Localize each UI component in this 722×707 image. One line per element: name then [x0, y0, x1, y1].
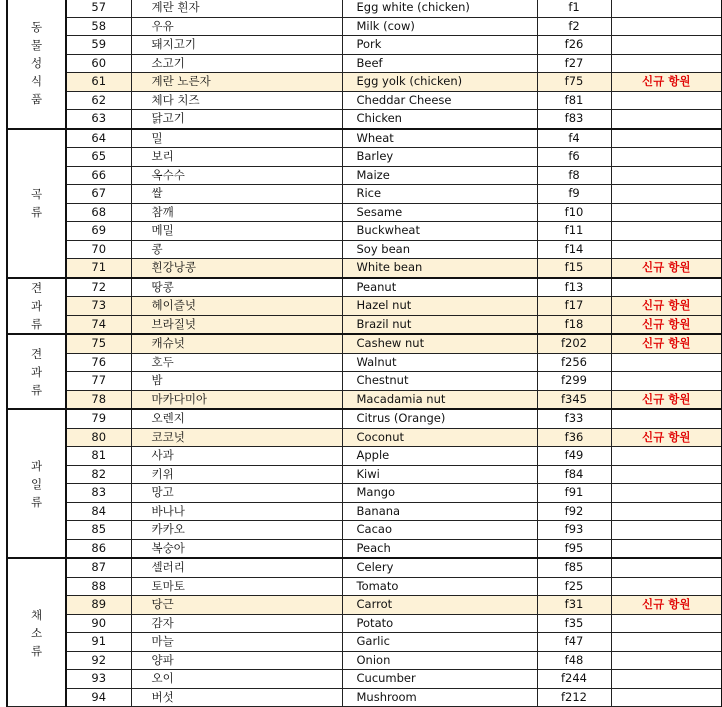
row-number: 77: [66, 372, 131, 391]
korean-name: 오렌지: [131, 409, 342, 428]
korean-name: 흰강낭콩: [131, 259, 342, 278]
korean-name: 브라질넛: [131, 315, 342, 334]
english-name: Carrot: [342, 596, 537, 615]
note-label: [611, 558, 722, 577]
allergen-code: f85: [537, 558, 611, 577]
english-name: Rice: [342, 185, 537, 204]
english-name: Hazel nut: [342, 297, 537, 316]
allergen-code: f244: [537, 670, 611, 689]
row-number: 90: [66, 614, 131, 633]
allergen-table-body: [7, 0, 722, 707]
table-row: [7, 129, 722, 148]
english-name: Macadamia nut: [342, 390, 537, 409]
category-label: 곡 류: [30, 187, 43, 219]
allergen-code: f8: [537, 166, 611, 185]
table-row: [7, 596, 722, 615]
note-label: [611, 409, 722, 428]
allergen-code: f17: [537, 297, 611, 316]
english-name: Maize: [342, 166, 537, 185]
korean-name: 토마토: [131, 577, 342, 596]
allergen-code: f91: [537, 484, 611, 503]
note-label: [611, 670, 722, 689]
english-name: Wheat: [342, 129, 537, 148]
korean-name: 쌀: [131, 185, 342, 204]
allergen-code: f14: [537, 240, 611, 259]
english-name: Citrus (Orange): [342, 409, 537, 428]
korean-name: 땅콩: [131, 278, 342, 297]
allergen-code: f75: [537, 73, 611, 92]
table-row: [7, 110, 722, 129]
english-name: Pork: [342, 36, 537, 55]
allergen-code: f83: [537, 110, 611, 129]
allergen-code: f47: [537, 633, 611, 652]
table-row: [7, 240, 722, 259]
allergen-code: f25: [537, 577, 611, 596]
table-row: [7, 259, 722, 278]
korean-name: 돼지고기: [131, 36, 342, 55]
row-number: 82: [66, 465, 131, 484]
table-row: [7, 372, 722, 391]
table-row: [7, 185, 722, 204]
table-row: [7, 670, 722, 689]
row-number: 79: [66, 409, 131, 428]
note-label: [611, 0, 722, 17]
row-number: 84: [66, 502, 131, 521]
note-label: [611, 278, 722, 297]
category-cell: [7, 334, 66, 409]
korean-name: 오이: [131, 670, 342, 689]
korean-name: 캐슈넛: [131, 334, 342, 353]
note-label: [611, 36, 722, 55]
table-row: [7, 17, 722, 36]
korean-name: 옥수수: [131, 166, 342, 185]
korean-name: 양파: [131, 651, 342, 670]
category-cell: [7, 409, 66, 558]
allergen-code: f212: [537, 688, 611, 707]
allergen-code: f48: [537, 651, 611, 670]
korean-name: 닭고기: [131, 110, 342, 129]
allergen-code: f93: [537, 521, 611, 540]
english-name: Milk (cow): [342, 17, 537, 36]
english-name: Tomato: [342, 577, 537, 596]
table-row: [7, 36, 722, 55]
note-label: [611, 203, 722, 222]
table-row: [7, 353, 722, 372]
korean-name: 사과: [131, 447, 342, 466]
table-row: [7, 428, 722, 447]
korean-name: 참깨: [131, 203, 342, 222]
note-label: [611, 222, 722, 241]
korean-name: 헤이즐넛: [131, 297, 342, 316]
note-label: 신규 항원: [611, 428, 722, 447]
english-name: Egg white (chicken): [342, 0, 537, 17]
allergen-code: f81: [537, 91, 611, 110]
table-row: [7, 166, 722, 185]
row-number: 63: [66, 110, 131, 129]
table-row: [7, 91, 722, 110]
note-label: [611, 185, 722, 204]
category-cell: [7, 278, 66, 335]
row-number: 57: [66, 0, 131, 17]
table-row: [7, 0, 722, 17]
allergen-code: f49: [537, 447, 611, 466]
allergen-code: f202: [537, 334, 611, 353]
note-label: [611, 614, 722, 633]
row-number: 71: [66, 259, 131, 278]
row-number: 93: [66, 670, 131, 689]
row-number: 67: [66, 185, 131, 204]
category-label: 견 과 류: [30, 346, 43, 397]
english-name: Peanut: [342, 278, 537, 297]
table-row: [7, 222, 722, 241]
table-row: [7, 502, 722, 521]
row-number: 68: [66, 203, 131, 222]
note-label: [611, 17, 722, 36]
category-cell: [7, 558, 66, 707]
note-label: [611, 240, 722, 259]
allergen-code: f2: [537, 17, 611, 36]
allergen-code: f345: [537, 390, 611, 409]
english-name: White bean: [342, 259, 537, 278]
english-name: Celery: [342, 558, 537, 577]
korean-name: 계란 흰자: [131, 0, 342, 17]
english-name: Walnut: [342, 353, 537, 372]
english-name: Peach: [342, 539, 537, 558]
row-number: 94: [66, 688, 131, 707]
note-label: [611, 651, 722, 670]
note-label: [611, 372, 722, 391]
table-row: [7, 633, 722, 652]
allergen-code: f15: [537, 259, 611, 278]
note-label: 신규 항원: [611, 73, 722, 92]
english-name: Chicken: [342, 110, 537, 129]
table-row: [7, 558, 722, 577]
note-label: 신규 항원: [611, 596, 722, 615]
row-number: 60: [66, 54, 131, 73]
korean-name: 바나나: [131, 502, 342, 521]
english-name: Mushroom: [342, 688, 537, 707]
table-row: [7, 614, 722, 633]
note-label: [611, 539, 722, 558]
table-row: [7, 278, 722, 297]
english-name: Cashew nut: [342, 334, 537, 353]
note-label: [611, 54, 722, 73]
row-number: 83: [66, 484, 131, 503]
korean-name: 버섯: [131, 688, 342, 707]
note-label: 신규 항원: [611, 315, 722, 334]
note-label: [611, 166, 722, 185]
allergen-table: [6, 0, 722, 707]
english-name: Kiwi: [342, 465, 537, 484]
allergen-table-container: [6, 0, 721, 707]
row-number: 80: [66, 428, 131, 447]
english-name: Buckwheat: [342, 222, 537, 241]
allergen-code: f4: [537, 129, 611, 148]
table-row: [7, 465, 722, 484]
allergen-code: f33: [537, 409, 611, 428]
note-label: 신규 항원: [611, 334, 722, 353]
english-name: Potato: [342, 614, 537, 633]
row-number: 59: [66, 36, 131, 55]
allergen-code: f256: [537, 353, 611, 372]
english-name: Sesame: [342, 203, 537, 222]
english-name: Brazil nut: [342, 315, 537, 334]
english-name: Chestnut: [342, 372, 537, 391]
english-name: Cucumber: [342, 670, 537, 689]
table-row: [7, 409, 722, 428]
allergen-code: f26: [537, 36, 611, 55]
english-name: Garlic: [342, 633, 537, 652]
note-label: [611, 353, 722, 372]
row-number: 58: [66, 17, 131, 36]
allergen-code: f84: [537, 465, 611, 484]
table-row: [7, 577, 722, 596]
note-label: [611, 148, 722, 167]
category-label: 채 소 류: [30, 607, 43, 658]
row-number: 65: [66, 148, 131, 167]
korean-name: 카카오: [131, 521, 342, 540]
korean-name: 마늘: [131, 633, 342, 652]
category-cell: [7, 0, 66, 129]
table-row: [7, 315, 722, 334]
row-number: 87: [66, 558, 131, 577]
english-name: Barley: [342, 148, 537, 167]
row-number: 70: [66, 240, 131, 259]
korean-name: 보리: [131, 148, 342, 167]
korean-name: 콩: [131, 240, 342, 259]
allergen-code: f11: [537, 222, 611, 241]
table-row: [7, 390, 722, 409]
note-label: [611, 484, 722, 503]
allergen-code: f299: [537, 372, 611, 391]
note-label: [611, 521, 722, 540]
allergen-code: f92: [537, 502, 611, 521]
korean-name: 호두: [131, 353, 342, 372]
english-name: Beef: [342, 54, 537, 73]
english-name: Coconut: [342, 428, 537, 447]
allergen-code: f31: [537, 596, 611, 615]
note-label: [611, 688, 722, 707]
note-label: [611, 447, 722, 466]
category-label: 견 과 류: [30, 280, 43, 331]
table-row: [7, 297, 722, 316]
allergen-code: f13: [537, 278, 611, 297]
korean-name: 체다 치즈: [131, 91, 342, 110]
english-name: Cheddar Cheese: [342, 91, 537, 110]
table-row: [7, 73, 722, 92]
row-number: 72: [66, 278, 131, 297]
korean-name: 계란 노른자: [131, 73, 342, 92]
korean-name: 코코넛: [131, 428, 342, 447]
allergen-code: f35: [537, 614, 611, 633]
note-label: [611, 502, 722, 521]
row-number: 66: [66, 166, 131, 185]
table-row: [7, 54, 722, 73]
korean-name: 밀: [131, 129, 342, 148]
korean-name: 메밀: [131, 222, 342, 241]
english-name: Onion: [342, 651, 537, 670]
row-number: 69: [66, 222, 131, 241]
row-number: 75: [66, 334, 131, 353]
row-number: 92: [66, 651, 131, 670]
row-number: 76: [66, 353, 131, 372]
allergen-code: f9: [537, 185, 611, 204]
korean-name: 망고: [131, 484, 342, 503]
english-name: Mango: [342, 484, 537, 503]
allergen-code: f36: [537, 428, 611, 447]
table-row: [7, 447, 722, 466]
note-label: [611, 91, 722, 110]
korean-name: 소고기: [131, 54, 342, 73]
table-row: [7, 334, 722, 353]
allergen-code: f6: [537, 148, 611, 167]
english-name: Banana: [342, 502, 537, 521]
note-label: 신규 항원: [611, 297, 722, 316]
korean-name: 당근: [131, 596, 342, 615]
table-row: [7, 688, 722, 707]
korean-name: 키위: [131, 465, 342, 484]
note-label: [611, 633, 722, 652]
row-number: 78: [66, 390, 131, 409]
korean-name: 마카다미아: [131, 390, 342, 409]
row-number: 89: [66, 596, 131, 615]
row-number: 74: [66, 315, 131, 334]
table-row: [7, 539, 722, 558]
category-label: 동 물 성 식 품: [30, 20, 43, 107]
note-label: 신규 항원: [611, 259, 722, 278]
row-number: 64: [66, 129, 131, 148]
category-cell: [7, 129, 66, 278]
table-row: [7, 521, 722, 540]
korean-name: 셀러리: [131, 558, 342, 577]
note-label: [611, 577, 722, 596]
category-label: 과 일 류: [30, 458, 43, 509]
row-number: 86: [66, 539, 131, 558]
table-row: [7, 203, 722, 222]
row-number: 81: [66, 447, 131, 466]
allergen-code: f18: [537, 315, 611, 334]
english-name: Apple: [342, 447, 537, 466]
english-name: Soy bean: [342, 240, 537, 259]
row-number: 61: [66, 73, 131, 92]
note-label: [611, 129, 722, 148]
table-row: [7, 651, 722, 670]
korean-name: 밤: [131, 372, 342, 391]
row-number: 88: [66, 577, 131, 596]
english-name: Egg yolk (chicken): [342, 73, 537, 92]
korean-name: 우유: [131, 17, 342, 36]
english-name: Cacao: [342, 521, 537, 540]
row-number: 91: [66, 633, 131, 652]
note-label: 신규 항원: [611, 390, 722, 409]
table-row: [7, 484, 722, 503]
allergen-code: f1: [537, 0, 611, 17]
note-label: [611, 465, 722, 484]
row-number: 85: [66, 521, 131, 540]
korean-name: 감자: [131, 614, 342, 633]
allergen-code: f10: [537, 203, 611, 222]
row-number: 73: [66, 297, 131, 316]
row-number: 62: [66, 91, 131, 110]
note-label: [611, 110, 722, 129]
allergen-code: f95: [537, 539, 611, 558]
table-row: [7, 148, 722, 167]
korean-name: 복숭아: [131, 539, 342, 558]
allergen-code: f27: [537, 54, 611, 73]
